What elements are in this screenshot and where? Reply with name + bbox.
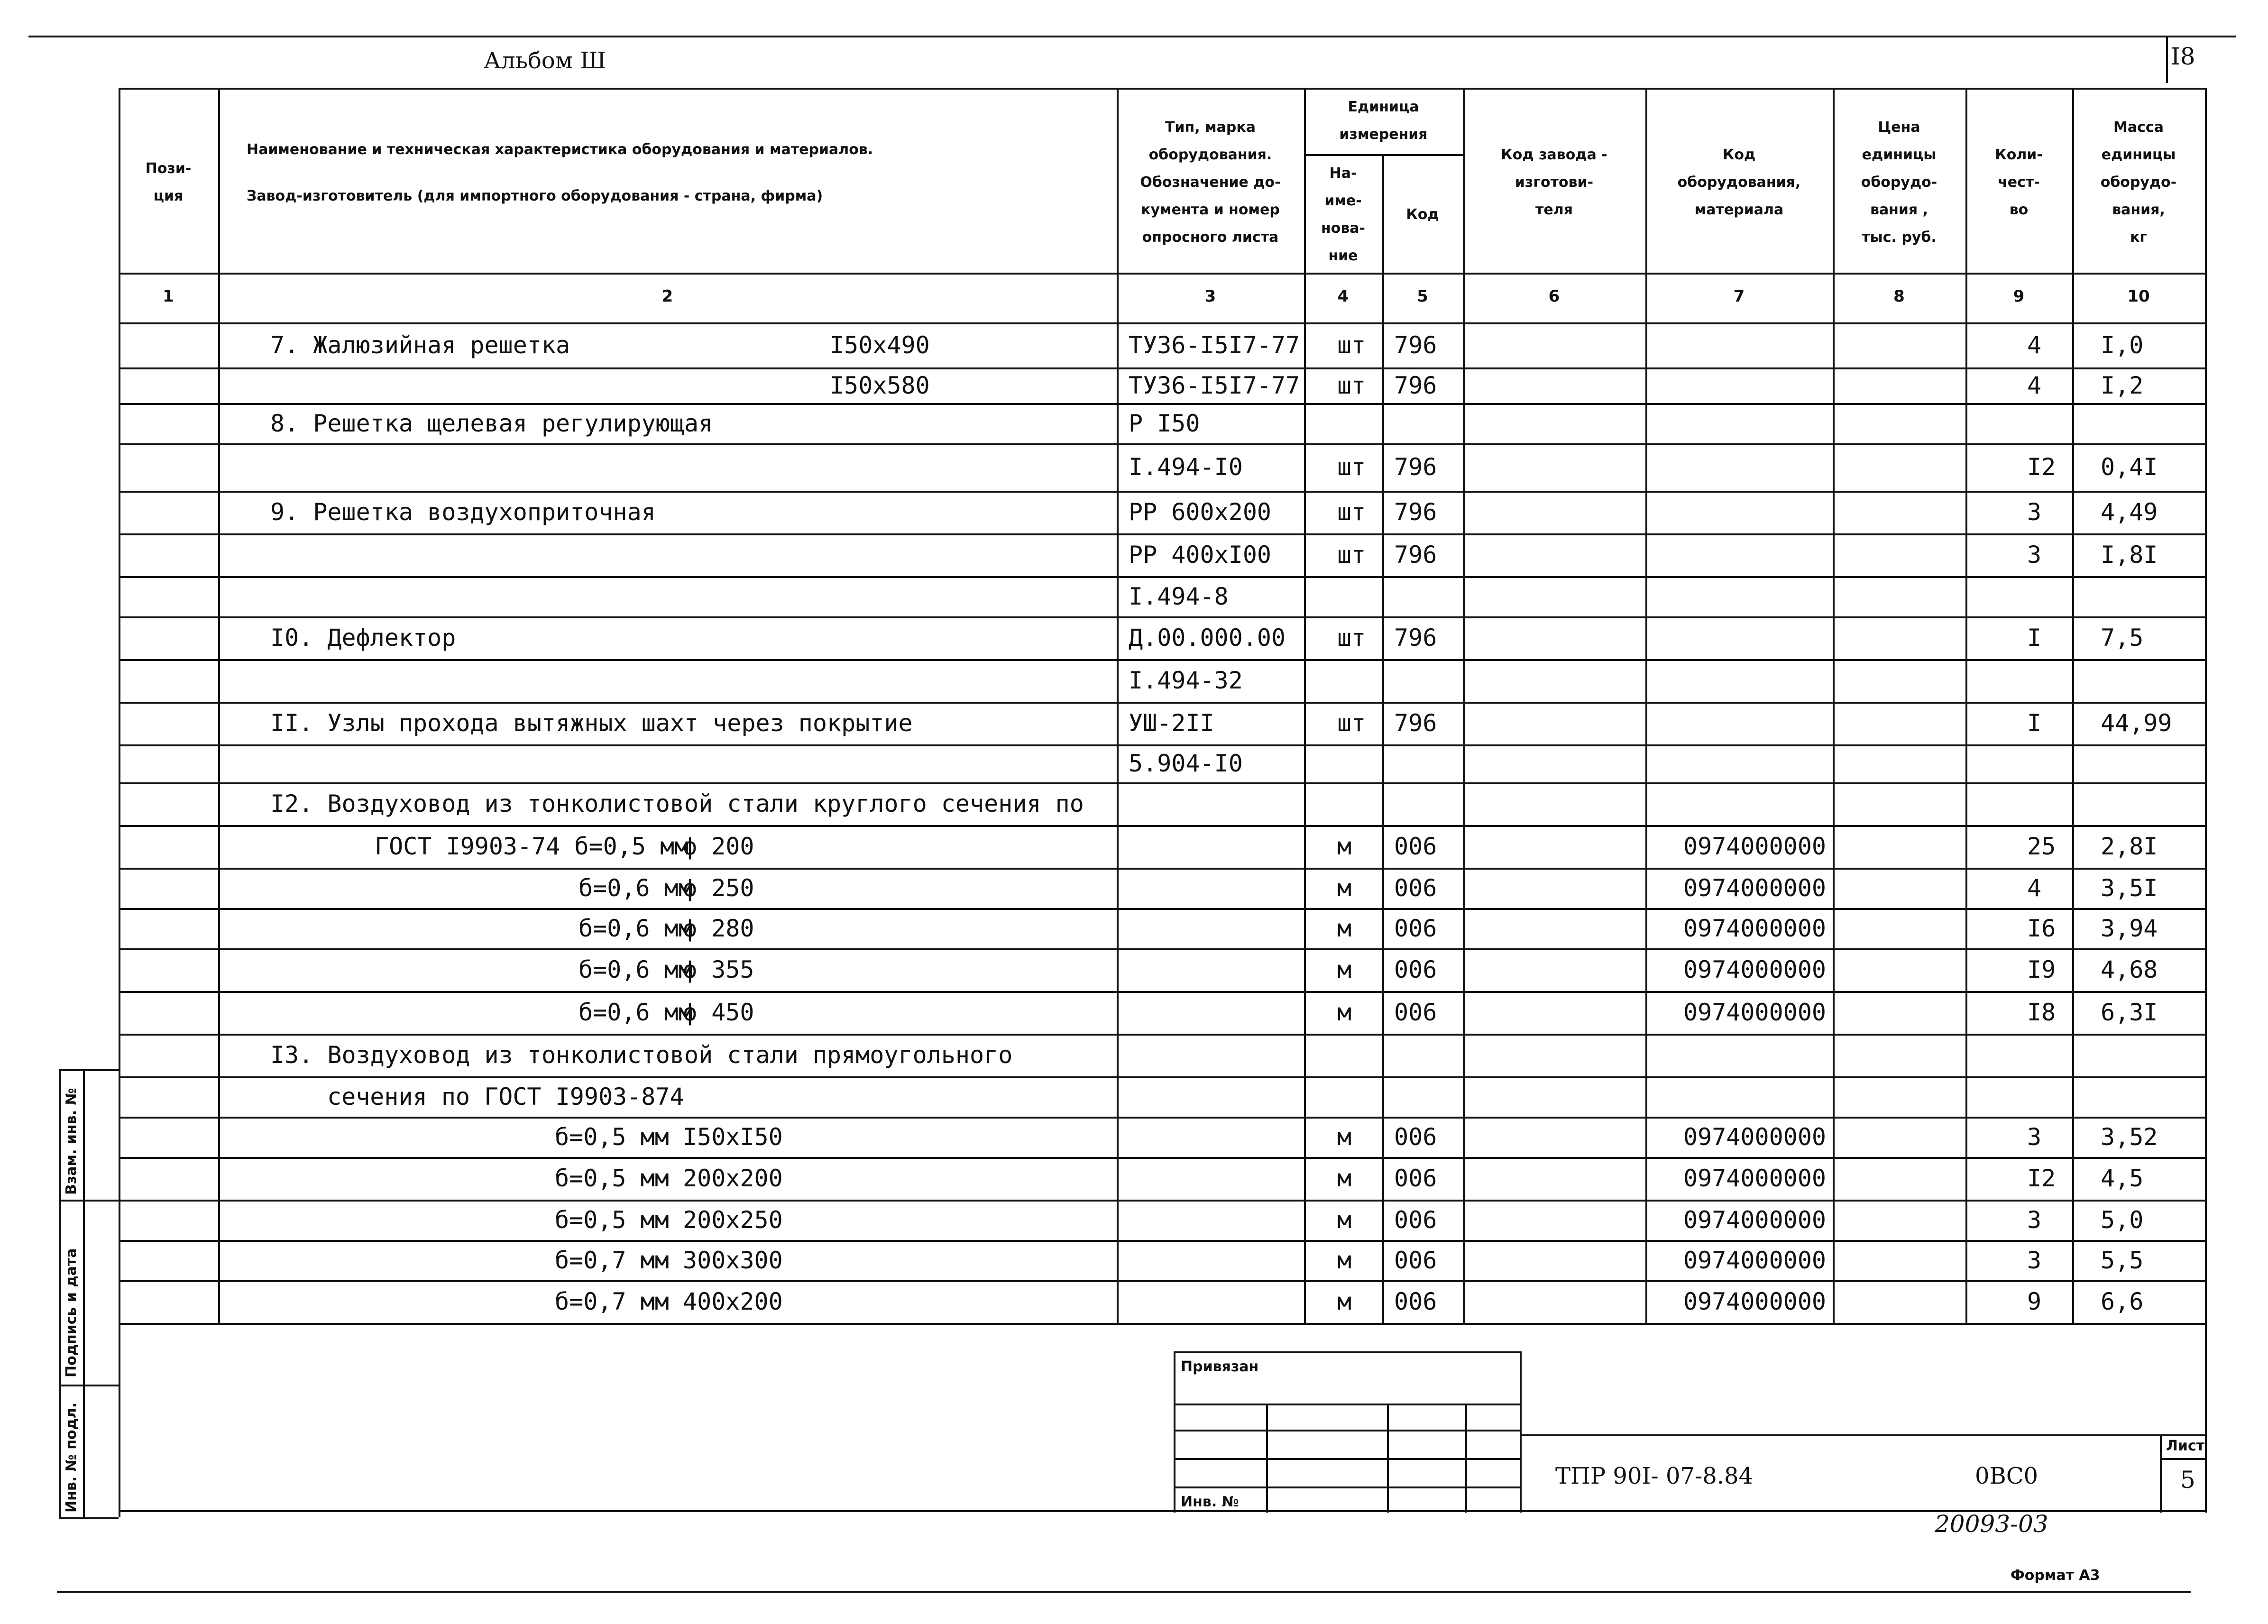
column-header-line: Масса [2113,119,2164,136]
stamp-line [1520,1351,1522,1513]
column-header-line: нова- [1321,220,1366,237]
column-header-line: вания, [2112,202,2165,218]
column-header-line: оборудо- [2100,174,2177,191]
album-title: Альбом Ш [484,47,606,74]
cell-size: ϕ 250 [683,874,754,902]
row-line [119,533,2205,535]
cell-mass: I,2 [2101,371,2144,399]
cell-name: I0. Дефлектор [270,624,456,651]
column-header-line: ция [153,188,184,204]
cell-type: Д.00.000.00 [1129,624,1286,651]
cell-mass: 4,68 [2101,956,2158,983]
cell-code: 796 [1394,371,1437,399]
cell-name: б=0,7 мм [555,1246,669,1274]
cell-unit: м [1337,956,1352,983]
cell-type: ТУ36-I5I7-77 [1129,331,1300,359]
side-stamp-line [59,1069,119,1071]
side-stamp-line [59,1385,119,1386]
column-header-line: вания , [1870,202,1928,218]
cell-code: 006 [1394,833,1437,860]
cell-unit: шт [1337,453,1366,481]
column-header-7 [1649,92,1829,273]
column-header-line: име- [1324,192,1362,209]
unit-group-header [1304,92,1463,149]
cell-name: ГОСТ I9903-74 б=0,5 мм [375,833,689,860]
cell-name: 7. Жалюзийная решетка [270,331,570,359]
row-line [119,1117,2205,1119]
bottom-border-line [57,1591,2191,1593]
cell-qty: 3 [2027,498,2042,526]
column-header-line: На- [1329,165,1357,182]
row-line [119,908,2205,910]
stamp-line [2160,1458,2207,1460]
column-header-4 [1308,156,1378,273]
cell-name: 9. Решетка воздухоприточная [270,498,656,526]
row-line [119,1280,2205,1282]
row-line [119,948,2205,950]
column-header-line: Обозначение до- [1140,174,1281,191]
cell-code: 796 [1394,624,1437,651]
cell-unit: шт [1337,709,1366,737]
cell-mat_code: 0974000000 [1683,956,1827,983]
cell-unit: м [1337,999,1352,1026]
cell-code: 006 [1394,999,1437,1026]
cell-mass: 0,4I [2101,453,2158,481]
cell-type: УШ-2II [1129,709,1214,737]
cell-mat_code: 0974000000 [1683,1246,1827,1274]
cell-code: 006 [1394,1288,1437,1315]
column-line [218,88,220,1323]
cell-mat_code: 0974000000 [1683,1123,1827,1151]
cell-name: б=0,6 мм [578,874,693,902]
cell-code: 796 [1394,709,1437,737]
column-header-10 [2076,92,2201,273]
stamp-line [1174,1404,1520,1405]
cell-qty: 3 [2027,541,2042,569]
side-stamp-line [59,1517,119,1519]
column-header-line: Наименование и техническая характеристика оборудования и материалов. [247,141,873,158]
column-header-line: оборудо- [1861,174,1937,191]
cell-name: II. Узлы прохода вытяжных шахт через покрытие [270,709,913,737]
column-index-6: 6 [1548,287,1560,306]
column-line [1463,88,1465,1323]
cell-unit: м [1337,1288,1352,1315]
column-header-3 [1120,92,1300,273]
cell-size: 400x200 [683,1288,783,1315]
cell-code: 006 [1394,914,1437,942]
cell-mass: 4,49 [2101,498,2158,526]
side-stamp-line [59,1069,61,1517]
cell-size: I50x580 [830,371,930,399]
cell-mat_code: 0974000000 [1683,999,1827,1026]
stamp-line [1465,1404,1467,1513]
column-header-line: опросного листа [1142,229,1279,246]
unit-group-header-line: измерения [1339,126,1428,143]
row-line [119,991,2205,993]
cell-code: 006 [1394,1165,1437,1192]
cell-qty: 4 [2027,331,2042,359]
cell-code: 006 [1394,956,1437,983]
column-header-2 [247,92,1138,273]
cell-qty: I2 [2027,1165,2056,1192]
bound-label: Привязан [1181,1358,1259,1375]
corner-divider [2166,36,2168,83]
column-header-5 [1386,156,1459,273]
cell-name: б=0,6 мм [578,956,693,983]
cell-name: сечения по ГОСТ I9903-874 [327,1083,684,1110]
stamp-line [1266,1404,1268,1513]
side-stamp-label: Инв. № подл. [63,1402,80,1513]
column-header-line: оборудования, [1677,174,1801,191]
column-header-1 [122,92,214,273]
cell-name: б=0,6 мм [578,999,693,1026]
cell-mass: 5,0 [2101,1206,2144,1234]
cell-size: 200x200 [683,1165,783,1192]
cell-unit: шт [1337,541,1366,569]
column-line [1382,154,1384,1323]
cell-qty: 4 [2027,371,2042,399]
doc-code: 0ВС0 [1975,1463,2038,1489]
table-top-line [119,88,2205,90]
cell-size: 300x300 [683,1246,783,1274]
column-index-5: 5 [1417,287,1428,306]
cell-code: 796 [1394,498,1437,526]
cell-size: ϕ 355 [683,956,754,983]
row-line [119,322,2205,324]
row-line [119,576,2205,578]
column-index-9: 9 [2013,287,2025,306]
side-stamp-label: Подпись и дата [63,1248,80,1377]
column-header-line: Завод-изготовитель (для импортного оборудования - страна, фирма) [247,188,823,204]
column-header-line: материала [1694,202,1784,218]
column-header-line: единицы [2101,147,2176,163]
sheet-label: Лист [2166,1438,2205,1454]
cell-qty: 4 [2027,874,2042,902]
row-line [119,702,2205,704]
cell-code: 006 [1394,1246,1437,1274]
cell-name: I2. Воздуховод из тонколистовой стали круглого сечения по [270,790,1084,817]
cell-qty: I9 [2027,956,2056,983]
column-header-line: Цена [1878,119,1920,136]
cell-type: I.494-8 [1129,582,1229,610]
cell-qty: I2 [2027,453,2056,481]
cell-mat_code: 0974000000 [1683,874,1827,902]
cell-unit: шт [1337,498,1366,526]
column-header-line: кумента и номер [1141,202,1280,218]
header-bottom-line [119,273,2205,275]
stamp-line [119,1510,2207,1512]
row-line [119,1076,2205,1078]
cell-mass: 5,5 [2101,1246,2144,1274]
cell-mass: 3,52 [2101,1123,2158,1151]
cell-size: I50x490 [830,331,930,359]
cell-name: б=0,5 мм [555,1123,669,1151]
cell-unit: м [1337,833,1352,860]
column-line [1645,88,1647,1323]
unit-group-header-line: Единица [1348,99,1419,115]
cell-mass: I,8I [2101,541,2158,569]
top-border-line [28,36,2236,37]
column-header-line: ние [1328,247,1358,264]
cell-name: I3. Воздуховод из тонколистовой стали прямоугольного [270,1041,1013,1069]
row-line [119,868,2205,870]
cell-qty: 9 [2027,1288,2042,1315]
column-index-7: 7 [1733,287,1745,306]
inv-label: Инв. № [1181,1494,1239,1510]
column-index-4: 4 [1337,287,1349,306]
cell-mass: 3,94 [2101,914,2158,942]
row-line [119,616,2205,618]
cell-mass: 3,5I [2101,874,2158,902]
column-header-line: чест- [1998,174,2040,191]
cell-type: РР 600x200 [1129,498,1272,526]
column-header-line: оборудования. [1148,147,1272,163]
cell-unit: шт [1337,371,1366,399]
column-index-1: 1 [163,287,174,306]
format-label: Формат А3 [2011,1567,2100,1584]
sheet-corner-number: I8 [2171,43,2195,70]
cell-mass: 44,99 [2101,709,2172,737]
column-header-line: теля [1535,202,1573,218]
column-header-line: единицы [1862,147,1937,163]
stamp-line [1520,1434,2207,1436]
cell-size: ϕ 450 [683,999,754,1026]
cell-code: 006 [1394,1206,1437,1234]
cell-mat_code: 0974000000 [1683,914,1827,942]
column-line [1833,88,1835,1323]
cell-qty: 3 [2027,1206,2042,1234]
cell-type: РР 400xI00 [1129,541,1272,569]
cell-mat_code: 0974000000 [1683,1206,1827,1234]
cell-mat_code: 0974000000 [1683,833,1827,860]
column-index-8: 8 [1893,287,1905,306]
column-header-line: кг [2130,229,2148,246]
cell-unit: м [1337,1165,1352,1192]
row-line [119,1034,2205,1036]
column-header-line: тыс. руб. [1862,229,1937,246]
row-line [119,1323,2205,1325]
cell-type: ТУ36-I5I7-77 [1129,371,1300,399]
row-line [119,443,2205,445]
cell-code: 796 [1394,331,1437,359]
cell-mat_code: 0974000000 [1683,1165,1827,1192]
cell-mass: I,0 [2101,331,2144,359]
column-line [2205,88,2207,1323]
side-stamp-line [83,1069,85,1517]
stamp-line [1174,1351,1175,1513]
cell-unit: шт [1337,331,1366,359]
cell-code: 006 [1394,1123,1437,1151]
column-index-2: 2 [661,287,673,306]
cell-qty: 25 [2027,833,2056,860]
cell-unit: м [1337,1206,1352,1234]
cell-name: б=0,7 мм [555,1288,669,1315]
cell-unit: м [1337,914,1352,942]
cell-mass: 7,5 [2101,624,2144,651]
handwritten-number: 20093-03 [1935,1510,2048,1538]
side-stamp-line [59,1200,119,1202]
cell-type: 5.904-I0 [1129,750,1243,777]
column-header-line: Пози- [145,160,192,177]
cell-code: 006 [1394,874,1437,902]
cell-size: ϕ 280 [683,914,754,942]
cell-name: б=0,6 мм [578,914,693,942]
cell-mass: 6,6 [2101,1288,2144,1315]
column-header-9 [1969,92,2068,273]
cell-unit: м [1337,1123,1352,1151]
stamp-line [119,1323,120,1513]
column-header-line: Код [1406,206,1439,223]
row-line [119,403,2205,405]
cell-mass: 2,8I [2101,833,2158,860]
stamp-line [1174,1486,1520,1488]
row-line [119,491,2205,493]
cell-qty: I [2027,709,2042,737]
stamp-line [1174,1430,1520,1431]
cell-unit: м [1337,1246,1352,1274]
cell-mat_code: 0974000000 [1683,1288,1827,1315]
cell-type: I.494-32 [1129,667,1243,694]
cell-type: I.494-I0 [1129,453,1243,481]
cell-name: б=0,5 мм [555,1165,669,1192]
cell-size: I50xI50 [683,1123,783,1151]
column-line [2072,88,2074,1323]
row-line [119,367,2205,369]
column-header-line: во [2009,202,2029,218]
column-header-8 [1836,92,1962,273]
column-index-10: 10 [2127,287,2150,306]
stamp-line [2160,1434,2162,1513]
cell-name: 8. Решетка щелевая регулирующая [270,409,713,437]
cell-qty: I6 [2027,914,2056,942]
column-header-line: Коли- [1995,147,2043,163]
row-line [119,1240,2205,1242]
stamp-line [1174,1351,1520,1353]
cell-mass: 4,5 [2101,1165,2144,1192]
cell-unit: шт [1337,624,1366,651]
stamp-line [1174,1458,1520,1460]
stamp-line [1387,1404,1389,1513]
stamp-line [2205,1323,2207,1513]
cell-size: 200x250 [683,1206,783,1234]
cell-qty: 3 [2027,1246,2042,1274]
cell-qty: I [2027,624,2042,651]
column-line [1117,88,1119,1323]
cell-unit: м [1337,874,1352,902]
cell-type: Р I50 [1129,409,1200,437]
row-line [119,782,2205,784]
row-line [119,744,2205,746]
cell-code: 796 [1394,541,1437,569]
cell-name: б=0,5 мм [555,1206,669,1234]
column-line [1965,88,1967,1323]
column-header-line: Код завода - [1501,147,1607,163]
sheet-number: 5 [2180,1466,2195,1494]
column-index-3: 3 [1204,287,1216,306]
row-line [119,1157,2205,1159]
column-header-line: Код [1722,147,1756,163]
column-header-6 [1467,92,1642,273]
row-line [119,659,2205,661]
cell-qty: 3 [2027,1123,2042,1151]
cell-qty: I8 [2027,999,2056,1026]
cell-mass: 6,3I [2101,999,2158,1026]
cell-size: ϕ 200 [683,833,754,860]
designation: ТПР 90I- 07-8.84 [1555,1463,1754,1489]
column-line [1304,88,1306,1323]
column-header-line: изготови- [1515,174,1594,191]
row-line [119,825,2205,827]
side-stamp-label: Взам. инв. № [63,1088,80,1195]
cell-code: 796 [1394,453,1437,481]
row-line [119,1200,2205,1202]
column-header-line: Тип, марка [1165,119,1256,136]
